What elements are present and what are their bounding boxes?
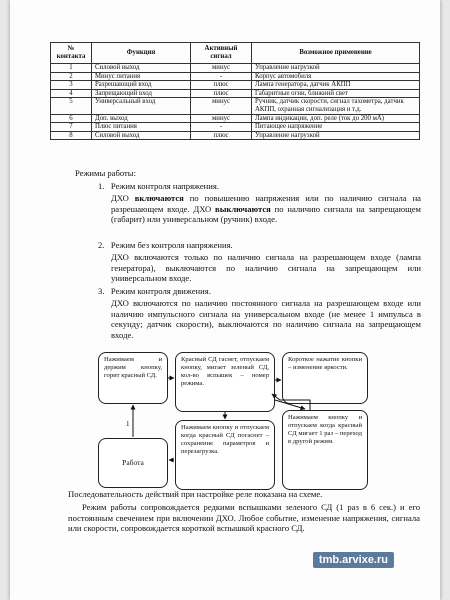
header-function: Функция	[92, 43, 191, 64]
header-pin-number: № контакта	[51, 43, 92, 64]
box-save-reboot: Нажимаем кнопку и отпускаем когда красный СД погаснет – сохранение параметров и перезагрузка.	[175, 420, 275, 490]
cell-active-signal: плюс	[191, 89, 252, 98]
box-short-press: Короткое нажатие кнопки – изменение яркости.	[282, 352, 368, 404]
cell-pin-number: 7	[51, 123, 92, 132]
watermark: tmb.arvixe.ru	[313, 552, 394, 568]
cell-application: Лампа генератора, датчик АКПП	[252, 81, 420, 90]
cell-active-signal: минус	[191, 64, 252, 73]
cell-application: Управление нагрузкой	[252, 64, 420, 73]
cell-application: Корпус автомобиля	[252, 72, 420, 81]
table-row	[51, 81, 420, 90]
table-row	[51, 123, 420, 132]
cell-function: Разрешающий вход	[92, 81, 191, 90]
box-hold-button: Нажимаем и держим кнопку, горит красный СД.	[98, 352, 168, 404]
cell-active-signal: -	[191, 72, 252, 81]
box-red-off: Красный СД гаснет, отпускаем кнопку, мигает зеленый СД, кол-во вспышек – номер режима.	[175, 352, 275, 412]
cell-application: Питающее напряжение	[252, 123, 420, 132]
pin-table-header	[51, 43, 420, 64]
cell-pin-number: 6	[51, 114, 92, 123]
cell-function: Силовой выход	[92, 64, 191, 73]
table-row	[51, 98, 420, 114]
cell-function: Силовой выход	[92, 131, 191, 140]
cell-active-signal: плюс	[191, 131, 252, 140]
table-row	[51, 131, 420, 140]
cell-application: Ручник, датчик скорости, сигнал тахометра, датчик АКПП, охранная сигнализация и т.д.	[252, 98, 420, 114]
diagram-counter: 1	[126, 420, 130, 428]
cell-function: Минус питания	[92, 72, 191, 81]
header-application: Возможное применение	[252, 43, 420, 64]
closing-paragraph: Режим работы сопровождается редкими вспышками зеленого СД (1 раз в 6 сек.) и его постоянным свечением при включении ДХО. Любое событие, изменение напряжения, сигнала или скорости, сопровождается короткой вспышкой красного СД.	[68, 502, 420, 534]
cell-active-signal: минус	[191, 98, 252, 114]
document-page	[10, 0, 440, 600]
pin-table	[50, 42, 420, 140]
cell-pin-number: 3	[51, 81, 92, 90]
mode-3-title: 3. Режим контроля движения.	[98, 286, 211, 296]
cell-pin-number: 8	[51, 131, 92, 140]
cell-application: Управление нагрузкой	[252, 131, 420, 140]
mode-2-text: ДХО включаются только по наличию сигнала на разрешающем входе (лампа генератора), выключаются по наличию сигнала на запрещающем или универсальном входе.	[111, 252, 421, 284]
mode-2-title: 2. Режим без контроля напряжения.	[98, 240, 233, 250]
cell-application: Габаритные огни, ближний свет	[252, 89, 420, 98]
modes-heading: Режимы работы:	[75, 168, 136, 178]
cell-active-signal: минус	[191, 114, 252, 123]
table-row	[51, 72, 420, 81]
header-active-signal: Активный сигнал	[191, 43, 252, 64]
diagram-caption: Последовательность действий при настройке реле показана на схеме.	[68, 489, 323, 499]
cell-pin-number: 4	[51, 89, 92, 98]
table-row	[51, 89, 420, 98]
table-row	[51, 114, 420, 123]
mode-3-text: ДХО включаются по наличию постоянного сигнала на разрешающем входе или наличию импульсного сигнала на универсальном входе (не менее 1 импульса в секунду; датчик скорости), выключаются по наличию сигнала на запрещающем входе.	[111, 298, 421, 340]
cell-function: Плюс питания	[92, 123, 191, 132]
cell-function: Запрещающий вход	[92, 89, 191, 98]
cell-pin-number: 1	[51, 64, 92, 73]
cell-pin-number: 5	[51, 98, 92, 114]
mode-1-text: ДХО включаются по повышению напряжения или по наличию сигнала на разрешающем входе. ДХО выключаются по наличию сигнала на запрещающем (габарит) или универсальном (ручник) входе.	[111, 193, 421, 225]
box-next-mode: Нажимаем кнопку и отпускаем когда красный СД мигает 1 раз – переход в другой режим.	[282, 410, 368, 490]
cell-pin-number: 2	[51, 72, 92, 81]
cell-application: Лампа индикации, доп. реле (ток до 200 мА)	[252, 114, 420, 123]
cell-function: Универсальный вход	[92, 98, 191, 114]
mode-1-title: 1. Режим контроля напряжения.	[98, 181, 219, 191]
box-work: Работа	[98, 438, 168, 488]
cell-active-signal: плюс	[191, 81, 252, 90]
cell-active-signal: -	[191, 123, 252, 132]
table-row	[51, 64, 420, 73]
cell-function: Доп. выход	[92, 114, 191, 123]
